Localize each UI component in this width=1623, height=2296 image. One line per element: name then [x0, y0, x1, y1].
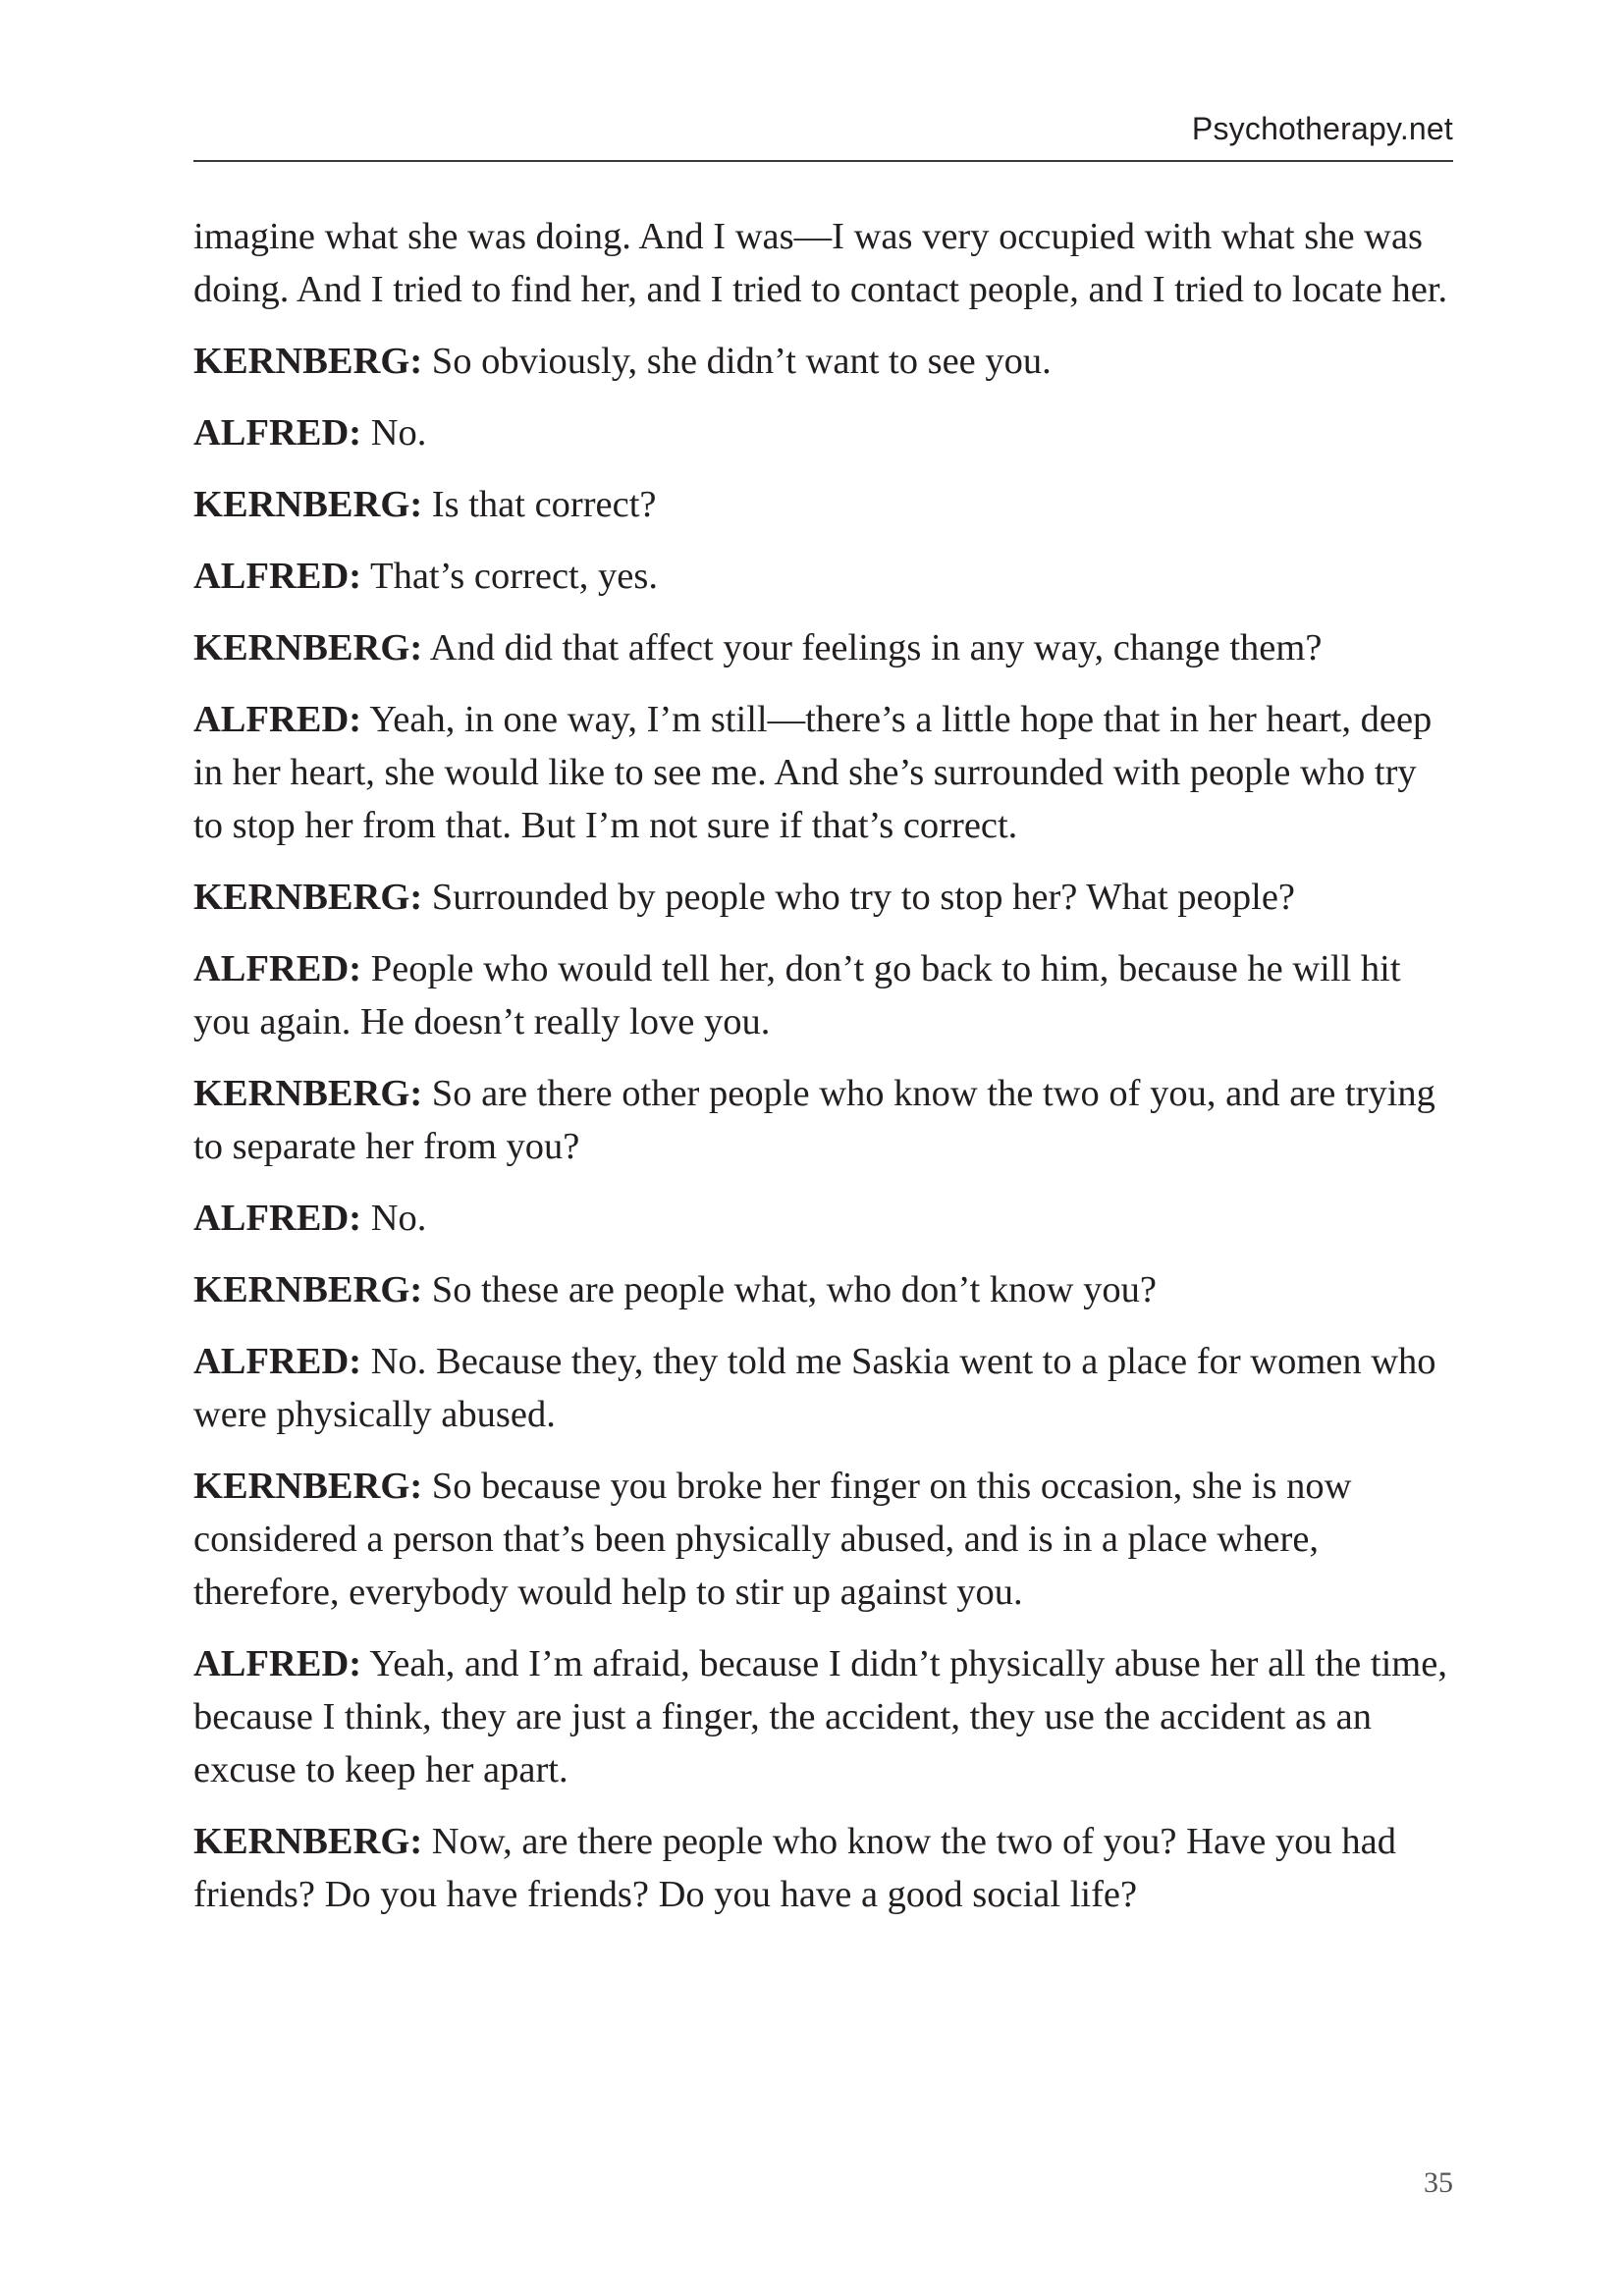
paragraph-text: That’s correct, yes.: [370, 556, 658, 597]
paragraph-text: So because you broke her finger on this occasion, she is now considered a person that’s been physically abused, and is in a place where, therefore, everybody would help to stir up against you.: [193, 1466, 1352, 1613]
transcript-paragraph: [193, 1815, 1453, 1921]
paragraph-text: Is that correct?: [431, 484, 657, 525]
transcript-paragraph: [193, 335, 1453, 388]
speaker-label: KERNBERG:: [193, 627, 423, 668]
speaker-label: ALFRED:: [193, 948, 362, 989]
speaker-label: KERNBERG:: [193, 1466, 423, 1507]
paragraph-text: Yeah, and I’m afraid, because I didn’t physically abuse her all the time, because I think, they are just a finger, the accident, they use the accident as an excuse to keep her apart.: [193, 1643, 1447, 1790]
speaker-label: KERNBERG:: [193, 484, 423, 525]
paragraph-text: So obviously, she didn’t want to see you.: [431, 341, 1052, 382]
paragraph-text: So these are people what, who don’t know you?: [431, 1269, 1157, 1310]
transcript-paragraph: [193, 1192, 1453, 1245]
transcript-paragraph: [193, 693, 1453, 852]
transcript-paragraph: [193, 1335, 1453, 1441]
page-number: 35: [1424, 2166, 1453, 2199]
paragraph-text: Yeah, in one way, I’m still—there’s a little hope that in her heart, deep in her heart, she would like to see me. And she’s surrounded with people who try to stop her from that. But I’m not sure if that’s correct.: [193, 699, 1433, 846]
paragraph-text: No. Because they, they told me Saskia went to a place for women who were physically abused.: [193, 1341, 1436, 1435]
transcript-paragraph: [193, 478, 1453, 531]
speaker-label: ALFRED:: [193, 1341, 362, 1382]
paragraph-text: So are there other people who know the two of you, and are trying to separate her from you?: [193, 1073, 1435, 1167]
transcript-paragraph: [193, 210, 1453, 316]
speaker-label: ALFRED:: [193, 699, 362, 740]
transcript-paragraph: [193, 406, 1453, 459]
paragraph-text: No.: [370, 412, 427, 454]
paragraph-text: No.: [370, 1198, 427, 1239]
paragraph-text: People who would tell her, don’t go back to him, because he will hit you again. He doesn’t really love you.: [193, 948, 1401, 1042]
speaker-label: KERNBERG:: [193, 341, 423, 382]
transcript-paragraph: [193, 942, 1453, 1048]
speaker-label: ALFRED:: [193, 556, 362, 597]
transcript-paragraph: [193, 621, 1453, 674]
transcript-paragraph: [193, 871, 1453, 924]
speaker-label: KERNBERG:: [193, 1821, 423, 1862]
site-name: Psychotherapy.net: [1191, 111, 1453, 146]
speaker-label: ALFRED:: [193, 1643, 362, 1684]
speaker-label: ALFRED:: [193, 1198, 362, 1239]
transcript-paragraph: [193, 1460, 1453, 1619]
paragraph-text: imagine what she was doing. And I was—I was very occupied with what she was doing. And I tried to find her, and I tried to contact people, and I tried to locate her.: [193, 216, 1448, 310]
speaker-label: KERNBERG:: [193, 1073, 423, 1114]
transcript-body: [193, 210, 1453, 1940]
speaker-label: ALFRED:: [193, 412, 362, 454]
speaker-label: KERNBERG:: [193, 877, 423, 918]
transcript-paragraph: [193, 550, 1453, 603]
speaker-label: KERNBERG:: [193, 1269, 423, 1310]
page-header: [193, 103, 1453, 162]
transcript-paragraph: [193, 1263, 1453, 1316]
paragraph-text: Surrounded by people who try to stop her? What people?: [431, 877, 1296, 918]
transcript-paragraph: [193, 1067, 1453, 1173]
paragraph-text: Now, are there people who know the two of you? Have you had friends? Do you have friends? Do you have a good social life?: [193, 1821, 1396, 1915]
transcript-paragraph: [193, 1637, 1453, 1796]
paragraph-text: And did that affect your feelings in any way, change them?: [429, 627, 1323, 668]
